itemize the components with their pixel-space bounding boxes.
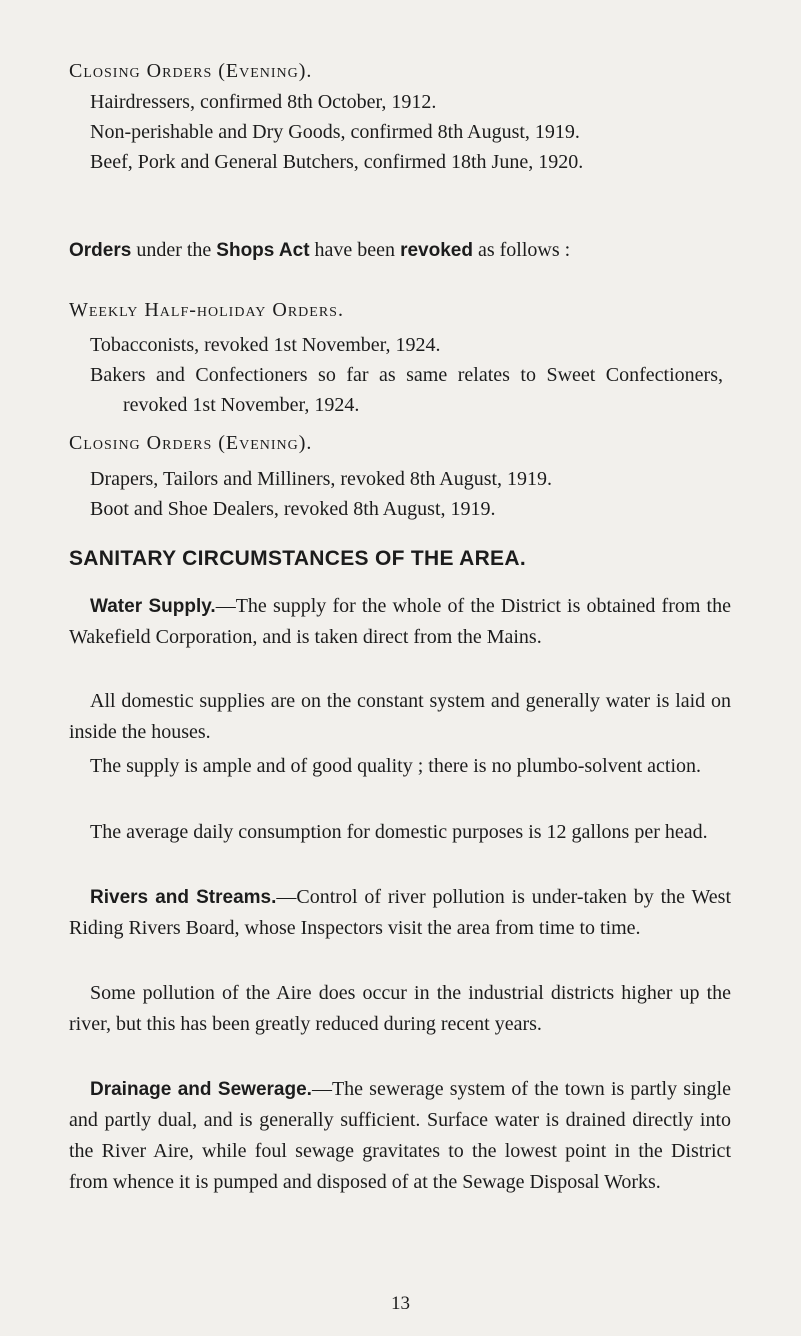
text-run: as follows : [472, 239, 571, 261]
water-supply-paragraph [69, 591, 731, 653]
paragraph: The average daily consumption for domestic purposes is 12 gallons per head. [90, 821, 708, 843]
list-item: Beef, Pork and General Butchers, confirmed 18th June, 1920. [90, 151, 584, 173]
closing-orders-list-2 [90, 464, 731, 524]
paragraph-text: —The supply for the whole of the District is obtained from the Wakefield Corporation, and is taken direct from the Mains. [69, 595, 731, 648]
paragraph-text: —Control of river pollution is under-taken by the West Riding Rivers Board, whose Inspectors visit the area from time to time. [69, 886, 731, 939]
page-number: 13 [391, 1293, 410, 1314]
paragraph-text: —The sewerage system of the town is partly single and partly dual, and is generally sufficient. Surface water is drained directly into the River Aire, while foul sewage gravitates to the lowest point in the District from whence it is pumped and disposed of at the Sewage Disposal Works. [69, 1078, 731, 1193]
bold-word: Shops Act [216, 240, 310, 261]
paragraph: All domestic supplies are on the constant system and generally water is laid on inside the houses. [69, 690, 731, 743]
drainage-sewerage-paragraph [69, 1074, 731, 1198]
text-run: under the [131, 239, 217, 261]
sanitary-circumstances-heading: SANITARY CIRCUMSTANCES OF THE AREA. [69, 547, 526, 570]
rivers-streams-paragraph [69, 882, 731, 944]
section-title: Water Supply. [90, 596, 216, 617]
list-item: Bakers and Confectioners so far as same relates to Sweet Confectioners, revoked 1st November, 1924. [90, 364, 723, 416]
closing-orders-heading-1: Closing Orders (Evening). [69, 60, 313, 82]
text-run: have been [309, 239, 401, 261]
list-item: Non-perishable and Dry Goods, confirmed 8th August, 1919. [90, 121, 580, 143]
closing-orders-list-1 [90, 87, 731, 177]
bold-word: revoked [400, 240, 473, 261]
closing-orders-heading-2: Closing Orders (Evening). [69, 432, 313, 454]
weekly-half-holiday-heading: Weekly Half-holiday Orders. [69, 299, 344, 321]
weekly-orders-list [90, 330, 723, 420]
list-item: Tobacconists, revoked 1st November, 1924. [90, 334, 441, 356]
bold-word: Orders [69, 240, 132, 261]
section-title: Rivers and Streams. [90, 887, 277, 908]
paragraph: Some pollution of the Aire does occur in the industrial districts higher up the river, but this has been greatly reduced during recent years. [69, 982, 731, 1035]
section-title: Drainage and Sewerage. [90, 1079, 312, 1100]
list-item: Drapers, Tailors and Milliners, revoked 8th August, 1919. [90, 468, 553, 490]
list-item: Boot and Shoe Dealers, revoked 8th August, 1919. [90, 498, 496, 520]
paragraph: The supply is ample and of good quality ; there is no plumbo-solvent action. [90, 755, 702, 777]
revoked-statement [69, 235, 731, 267]
list-item: Hairdressers, confirmed 8th October, 1912. [90, 91, 437, 113]
